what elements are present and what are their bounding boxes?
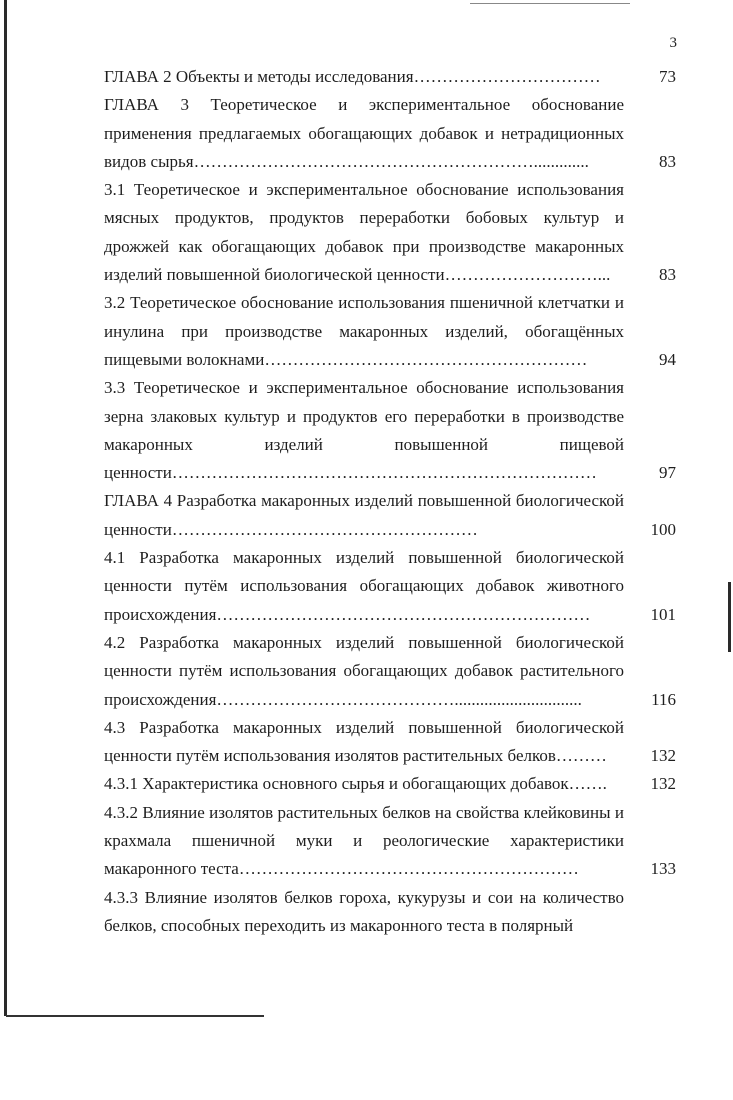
toc-entry-title: 4.2 Разработка макаронных изделий повышенной биологической ценности путём использования обогащающих добавок растительного происхождения…………………………………….............................. (104, 632, 624, 709)
toc-entry-title: 4.3 Разработка макаронных изделий повышенной биологической ценности путём использования изолятов растительных белков……… (104, 717, 624, 766)
scan-bottom-line (6, 1015, 264, 1017)
scan-left-edge (4, 0, 7, 1016)
toc-entry-title: 4.3.2 Влияние изолятов растительных белков на свойства клейковины и крахмала пшеничной муки и реологические характеристики макаронного теста…………………………………………………… (104, 802, 624, 879)
toc-entry-page: 116 (651, 689, 676, 709)
toc-entry-title: ГЛАВА 3 Теоретическое и экспериментальное обоснование применения предлагаемых обогащающих добавок и нетрадиционных видов сырья……………………………………………………............. (104, 95, 624, 171)
toc-entry-page: 133 (650, 859, 676, 879)
toc-entry-title: ГЛАВА 4 Разработка макаронных изделий повышенной биологической ценности……………………………………………… (104, 491, 624, 539)
toc-entry (104, 487, 676, 544)
toc-entry-title: 3.2 Теоретическое обоснование использования пшеничной клетчатки и инулина при производстве макаронных изделий, обогащённых пищевыми волокнами………………………………………………… (104, 293, 624, 369)
toc-entry (104, 63, 676, 91)
toc-entry (104, 544, 676, 629)
toc-entry-title: 4.1 Разработка макаронных изделий повышенной биологической ценности путём использования обогащающих добавок животного происхождения………………………………………………………… (104, 548, 624, 624)
toc-entry-page: 97 (659, 463, 676, 483)
toc-entry-title: 3.3 Теоретическое и экспериментальное обоснование использования зерна злаковых культур и продуктов его переработки в производстве макаронных изделий повышенной пищевой ценности………………………………………………………………… (104, 378, 624, 483)
toc-entry (104, 799, 676, 884)
toc-entry-title: 3.1 Теоретическое и экспериментальное обоснование использования мясных продуктов, продуктов переработки бобовых культур и дрожжей как обогащающих добавок при производстве макаронных изделий повышенной биологической ценности………………………... (104, 180, 624, 285)
toc-entry-page: 94 (659, 349, 676, 369)
toc-entry (104, 374, 676, 487)
toc-entry (104, 770, 676, 798)
toc-entry-title: 4.3.1 Характеристика основного сырья и обогащающих добавок……. (104, 774, 607, 794)
table-of-contents (104, 63, 676, 940)
toc-entry-title: ГЛАВА 2 Объекты и методы исследования…………………………… (104, 67, 601, 86)
toc-entry-page: 83 (659, 151, 676, 171)
scan-right-mark (728, 582, 731, 652)
toc-entry-page: 73 (659, 67, 676, 86)
toc-entry (104, 91, 676, 176)
scan-top-line (470, 3, 630, 4)
toc-entry-page: 83 (659, 265, 676, 285)
page-number: 3 (669, 35, 677, 51)
toc-entry-page: 101 (650, 604, 676, 624)
toc-entry-page: 100 (650, 519, 676, 539)
toc-entry (104, 289, 676, 374)
toc-entry-page: 132 (650, 746, 676, 766)
toc-entry-page: 132 (650, 774, 676, 794)
toc-entry-title: 4.3.3 Влияние изолятов белков гороха, кукурузы и сои на количество белков, способных переходить из макаронного теста в полярный (104, 887, 624, 935)
toc-entry (104, 629, 676, 714)
toc-entry (104, 884, 676, 941)
toc-entry (104, 714, 676, 771)
toc-entry (104, 176, 676, 289)
